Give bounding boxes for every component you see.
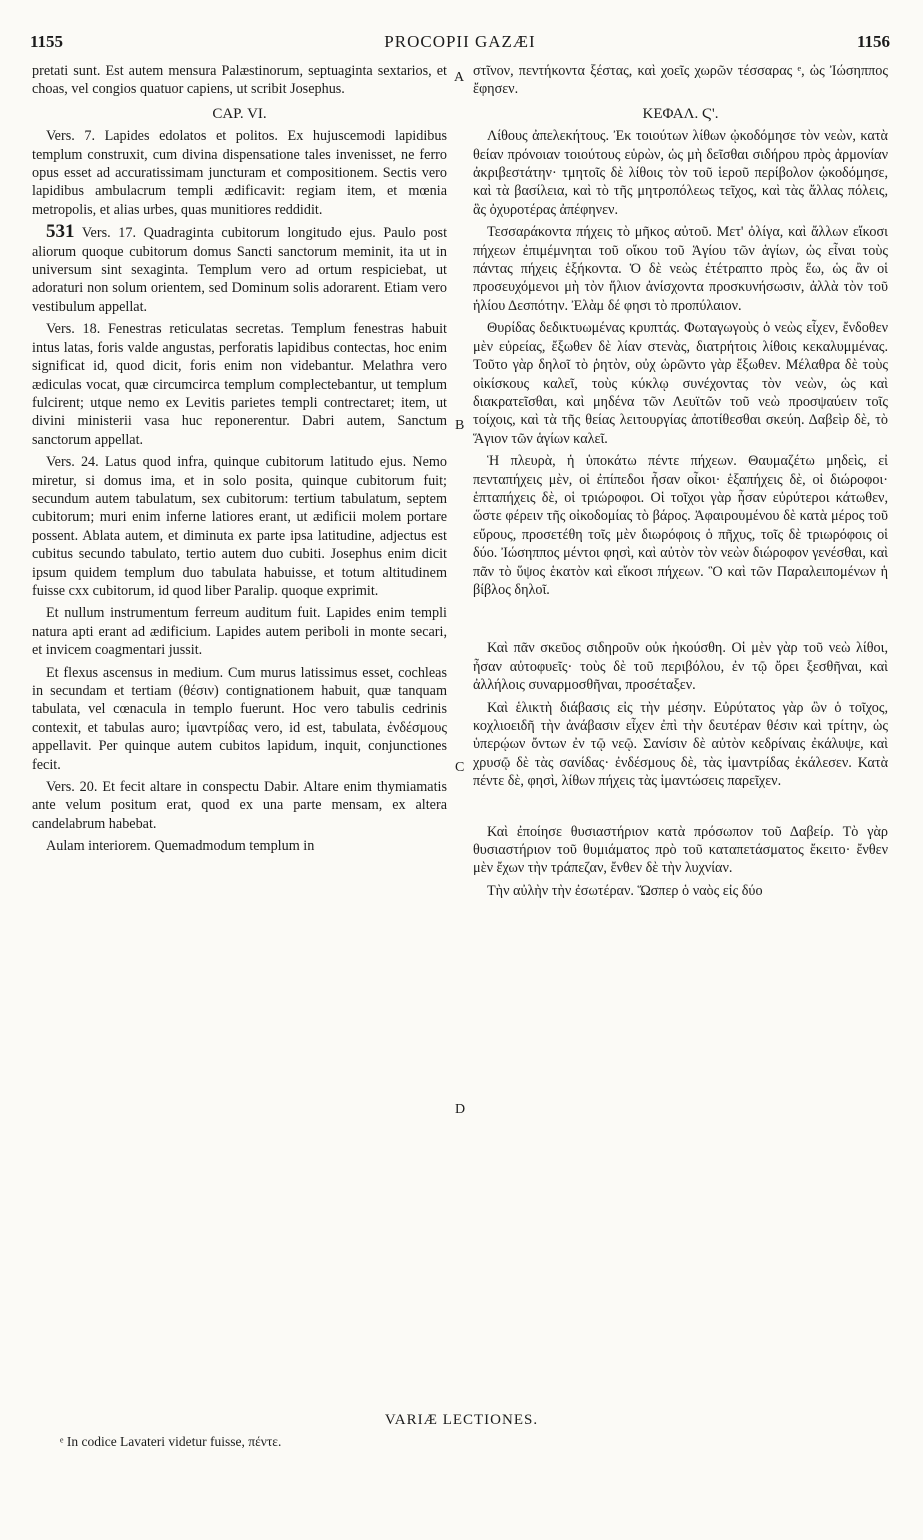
greek-para-3: Τεσσαράκοντα πήχεις τὸ μῆκος αὐτοῦ. Μετ' ὀλίγα, καὶ ἄλλων εἴκοσι πήχεων ἐπιμέμνηται τοῦ οἴκου τοῦ Ἁγίου τῶν ἁγίων, ὡς εἶναι τοὺς πάντας πήχεις ἑξήκοντα. Ὁ δὲ νεὼς ἐτέτραπτο πρὸς ἕω, ὡς ἂν οἱ προσευχόμενοι μὴ τὸν ἥλιον ἀνίσχοντα προσκυνήσωσιν, ἀλλὰ τὸν τοῦ ἡλίου Δεσπότην. Ἐλὰμ δέ φησι τὸ προπύλαιον. (473, 224, 888, 314)
latin-chapter-heading: CAP. VI. (212, 105, 267, 122)
variae-lectiones-heading: VARIÆ LECTIONES. (384, 1412, 539, 1428)
page-number-left: 1155 (30, 32, 64, 51)
running-title: PROCOPII GAZÆI (384, 32, 536, 51)
latin-para-1: pretati sunt. Est autem mensura Palæstinorum, septuaginta sextarios, et choas, vel congios quatuor capiens, ut scribit Josephus. (32, 63, 447, 98)
latin-para-8: Vers. 20. Et fecit altare in conspectu Dabir. Altare enim thymiamatis ante velum positum erat, quod ex una parte mensam, ex altera candelabrum habebat. (32, 779, 447, 832)
greek-para-8: Καὶ ἐποίησε θυσιαστήριον κατὰ πρόσωπον τοῦ Δαβείρ. Τὸ γὰρ θυσιαστήριον τοῦ θυμιάματος πρὸ τοῦ καταπετάσματος ἔκειτο· ἔνθεν μὲν ἔχων τὴν τράπεζαν, ἔνθεν δὲ τὴν λυχνίαν. (473, 823, 888, 877)
latin-para-7: Et flexus ascensus in medium. Cum murus latissimus esset, cochleas in secundam et tertiam (θέσιν) contignationem habuit, quæ tanquam tabulata, vel cœnacula in templo fuerunt. Hoc vero tabulis cedrinis contexit, et tabulas auro; ἱμαντρίδας vero, id est, tabulata, ἐνδέσμους appellavit. Per quinque autem cubitos lapidum, inquit, conjunctiones fecit. (32, 664, 447, 773)
latin-para-3: Vers. 17. Quadraginta cubitorum longitudo ejus. Paulo post aliorum quoque cubitorum domus Sancti sanctorum meminit, ita ut in universum sint sexaginta. Templum vero ad ortum respiciebat, ut adoraturi non solum orientem, sed Dominum solis adorarent. Etiam vero vestibulum appellat. (32, 225, 448, 315)
margin-letter-c: C (455, 760, 465, 775)
latin-para-9: Aulam interiorem. Quemadmodum templum in (46, 838, 315, 855)
footnote: ᵉ In codice Lavateri videtur fuisse, πέντε. (60, 1434, 282, 1449)
migne-page-marker: 531 (46, 221, 75, 243)
margin-letter-a: A (454, 70, 465, 85)
greek-para-5: Ἡ πλευρὰ, ἡ ὑποκάτω πέντε πήχεων. Θαυμαζέτω μηδεὶς, εἰ πενταπήχεις μὲν, οἱ ἐπίπεδοι ἦσαν οἶκοι· ἑξαπήχεις δὲ, οἱ διώροφοι· ἑπταπήχεις δὲ, οἱ τριώροφοι. Οἱ τοῖχοι γὰρ ἦσαν εὐρύτεροι κάτωθεν, ὥστε φέρειν τῆς οἰκοδομίας τὸ βάρος. Ἀφαιρουμένου δὲ κατὰ μέρος τοῦ εὔρους, προσετέθη τοῖς μὲν διωρόφοις ὁ πῆχυς, τοῖς δὲ τριωρόφοις οἱ δύο. Ἰώσηππος μέντοι φησὶ, καὶ αὐτὸν τὸν νεὼν διώροφον γενέσθαι, καὶ πᾶν τὸ ὕψος ἑκατὸν καὶ εἴκοσι πήχεων. Ὃ καὶ τῶν Παραλειπομένων ἡ βίβλος δηλοῖ. (473, 453, 888, 598)
latin-para-4: Vers. 18. Fenestras reticulatas secretas. Templum fenestras habuit intus latas, foris valde angustas, perforatis lapidibus contectas, hoc enim significat id, quod dicit, foris enim non videbantur. Melathra vero ædiculas vocat, quæ circumcirca templum complectebantur, ut templum fulcirent; utque nemo ex Levitis parietes templi contrectaret; item, ut divini ministerii vasa huc reponerentur. Dabri autem, Sanctum sanctorum appellat. (32, 321, 447, 448)
greek-chapter-heading: ΚΕΦΑΛ. Ϛ'. (642, 105, 719, 122)
greek-para-6: Καὶ πᾶν σκεῦος σιδηροῦν οὐκ ἠκούσθη. Οἱ μὲν γὰρ τοῦ νεὼ λίθοι, ἦσαν αὐτοφυεῖς· τοὺς δὲ τοῦ περιβόλου, ἐν τῷ ὄρει ξεσθῆναι, καὶ ἀλλήλοις συναρμοσθῆναι, προσέταξεν. (473, 640, 888, 694)
greek-para-9: Τὴν αὐλὴν τὴν ἐσωτέραν. Ὥσπερ ὁ ναὸς εἰς δύο (487, 882, 763, 899)
latin-para-5: Vers. 24. Latus quod infra, quinque cubitorum latitudo ejus. Nemo miretur, si domus ima, et in solo posita, quinque cubitorum fuit; secundum autem tabulatum, sex cubitorum: tertium tabulatum, septem cubitorum; muri enim inferne latiores erant, ut ædificii molem portare possent. Ablata autem, et diminuta ex parte ipsa latitudine, adjectus est cubitus secundo tabulato, tertio autem duo cubiti. Josephus enim dicit ipsum quidem templum duo tabulata habuisse, et totum altitudinem fuisse cxx cubitorum, id quod liber Paralip. quoque exprimit. (32, 454, 447, 599)
latin-para-3-wrap (32, 223, 447, 316)
latin-column (32, 62, 447, 860)
running-header (30, 32, 890, 58)
latin-para-2: Vers. 7. Lapides edolatos et politos. Ex hujuscemodi lapidibus templum construxit, cum divina dispensatione tales invenisset, ne ferro opus esset ad accuratissimam juncturam et compositionem. Sectis vero lapidibus ambulacrum templi ædificavit: regiam item, et mœnia metropolis, et alias urbes, quas munitiores reddidit. (32, 128, 447, 218)
page-number-right: 1156 (856, 32, 890, 51)
greek-column (473, 62, 888, 904)
greek-para-2: Λίθους ἀπελεκήτους. Ἐκ τοιούτων λίθων ᾠκοδόμησε τὸν νεὼν, κατὰ θείαν πρόνοιαν τοιούτους εὑρὼν, ὡς μὴ δεῖσθαι σιδήρου πρὸς ἁρμονίαν ἀκριβεστάτην· τμητοῖς δὲ λίθοις τὸν τοῦ ἱεροῦ περίβολον ᾠκοδόμησε, καὶ τὰ βασίλεια, καὶ τὸ τῆς μητροπόλεως τεῖχος, καὶ τὰς ἄλλας πόλεις, ἃς ὀχυροτέρας ἀπέφηνεν. (473, 128, 888, 218)
margin-letter-b: B (455, 418, 465, 433)
latin-para-6: Et nullum instrumentum ferreum auditum fuit. Lapides enim templi natura apti erant ad ædificium. Lapides autem periboli in monte secari, et invicem coagmentari jussit. (32, 605, 447, 659)
greek-para-4: Θυρίδας δεδικτυωμένας κρυπτάς. Φωταγωγοὺς ὁ νεὼς εἶχεν, ἔνδοθεν μὲν εὐρείας, ἔξωθεν δὲ λίαν στενὰς, διατρήτοις λίθοις κεκαλυμμένας. Τοῦτο γὰρ δηλοῖ τὸ ῥητὸν, οὐχ ὡρῶντο γὰρ ἔξωθεν. Μέλαθρα δὲ τοὺς οἰκίσκους καλεῖ, τοὺς κύκλῳ συνέχοντας τὸν νεὼν, ὡς καὶ διακρατεῖσθαι, καὶ μηδένα τῶν Λευϊτῶν τοῦ νεὼ προσψαύειν τοῖς τοίχοις, καὶ τὰ τῆς θείας λειτουργίας ἀποτίθεσθαι σκεύη. Δαβεὶρ δὲ, τὸ Ἅγιον τῶν ἁγίων καλεῖ. (473, 320, 888, 447)
margin-letter-d: D (455, 1102, 466, 1117)
greek-para-1: στῖνον, πεντήκοντα ξέστας, καὶ χοεῖς χωρῶν τέσσαρας ᵉ, ὡς Ἰώσηππος ἔφησεν. (473, 63, 888, 98)
greek-para-7: Καὶ ἑλικτὴ διάβασις εἰς τὴν μέσην. Εὐρύτατος γὰρ ὢν ὁ τοῖχος, κοχλιοειδῆ τὴν ἀνάβασιν εἶχεν ἐπὶ τὴν δευτέραν θέσιν καὶ τρίτην, ὡς ὑπερῴων ὄντων ἐν τῷ νεῷ. Σανίσιν δὲ αὐτὸν κεδρίναις ἐκάλυψε, καὶ χρυσῷ δὲ τὰς σανίδας· ἐνδέσμους δὲ, τὰς ἱμαντρίδας ἐκάλεσεν. Κατὰ πέντε δὲ, φησὶ, λίθων πήχεις τὰς ἱμαντώσεις παρεῖχεν. (473, 699, 888, 790)
